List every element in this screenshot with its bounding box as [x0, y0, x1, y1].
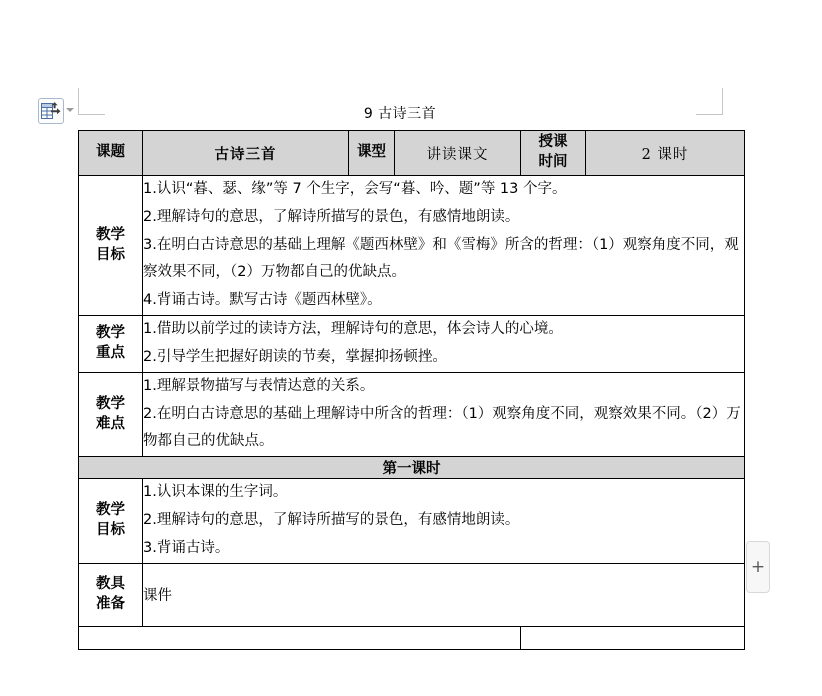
cell-partial-right[interactable]: [521, 626, 745, 649]
key-points-line-2: 2.引导学生把握好朗读的节奏，掌握抑扬顿挫。: [143, 348, 447, 365]
table-row-key-points: [79, 316, 745, 373]
cell-value-subject[interactable]: 古诗三首: [143, 131, 349, 176]
table-row-objectives: [79, 176, 745, 316]
label-period-objectives-line2: 目标: [96, 522, 125, 539]
label-key-points-line2: 重点: [96, 344, 125, 361]
label-teaching-time-line2: 时间: [538, 154, 568, 170]
label-period-objectives-line1: 教学: [96, 502, 125, 519]
period-objectives-line-3: 3.背诵古诗。: [143, 539, 230, 556]
cell-difficult-points-content[interactable]: [143, 372, 745, 456]
difficult-points-line-1: 1.理解景物描写与表情达意的关系。: [143, 377, 375, 394]
cell-section-divider: 第一课时: [79, 457, 745, 479]
cell-label-equipment: [79, 563, 143, 626]
cell-label-objectives: [79, 176, 143, 316]
label-key-points-line1: 教学: [96, 325, 125, 342]
label-objectives-line1: 教学: [96, 227, 125, 243]
objectives-line-4: 4.背诵古诗。默写古诗《题西林壁》。: [143, 292, 382, 309]
objectives-line-1: 1.认识“暮、瑟、缘”等 7 个生字，会写“暮、吟、题”等 13 个字。: [143, 181, 567, 197]
cell-equipment-content[interactable]: 课件: [143, 563, 745, 626]
cell-objectives-content[interactable]: [143, 176, 745, 316]
table-move-handle-icon[interactable]: [38, 98, 64, 124]
key-points-line-1: 1.借助以前学过的读诗方法，理解诗句的意思，体会诗人的心境。: [143, 321, 563, 338]
table-row-section-divider: [79, 457, 745, 479]
label-objectives-line2: 目标: [96, 246, 125, 263]
cell-label-teaching-time: [521, 131, 586, 176]
period-objectives-line-1: 1.认识本课的生字词。: [143, 484, 288, 501]
label-teaching-time-line1: 授课: [538, 134, 568, 151]
cell-label-type: 课型: [349, 131, 395, 176]
objectives-line-3: 3.在明白古诗意思的基础上理解《题西林壁》和《雪梅》所含的哲理：（1）观察角度不同，观察效果不同，（2）万物都自己的优缺点。: [143, 236, 739, 281]
cell-value-teaching-time[interactable]: 2 课时: [586, 131, 745, 176]
label-equipment-line1: 教具: [96, 576, 125, 593]
label-difficult-points-line1: 教学: [96, 395, 125, 412]
cell-key-points-content[interactable]: [143, 316, 745, 373]
cell-label-period-objectives: [79, 479, 143, 563]
table-row-difficult-points: [79, 372, 745, 456]
table-row-partial-next: [79, 626, 745, 649]
table-row-period-objectives: [79, 479, 745, 563]
page-title: 9 古诗三首: [363, 106, 437, 122]
label-difficult-points-line2: 难点: [96, 415, 125, 432]
difficult-points-line-2: 2.在明白古诗意思的基础上理解诗中所含的哲理：（1）观察角度不同，观察效果不同。（2）万物都自己的优缺点。: [143, 405, 741, 450]
cell-period-objectives-content[interactable]: [143, 479, 745, 563]
lesson-plan-table: [78, 130, 745, 650]
cell-partial-left[interactable]: [79, 626, 521, 649]
cell-label-key-points: [79, 316, 143, 373]
label-equipment-line2: 准备: [96, 595, 125, 612]
cell-value-type[interactable]: 讲读课文: [395, 131, 521, 176]
table-row-equipment: [79, 563, 745, 626]
chevron-down-icon[interactable]: [66, 108, 74, 112]
period-objectives-line-2: 2.理解诗句的意思，了解诗所描写的景色，有感情地朗读。: [143, 512, 520, 529]
objectives-line-2: 2.理解诗句的意思，了解诗所描写的景色，有感情地朗读。: [143, 208, 520, 225]
add-row-button[interactable]: +: [746, 541, 770, 593]
cell-label-subject: 课题: [79, 131, 143, 176]
cell-label-difficult-points: [79, 372, 143, 456]
table-row-header: [79, 131, 745, 176]
